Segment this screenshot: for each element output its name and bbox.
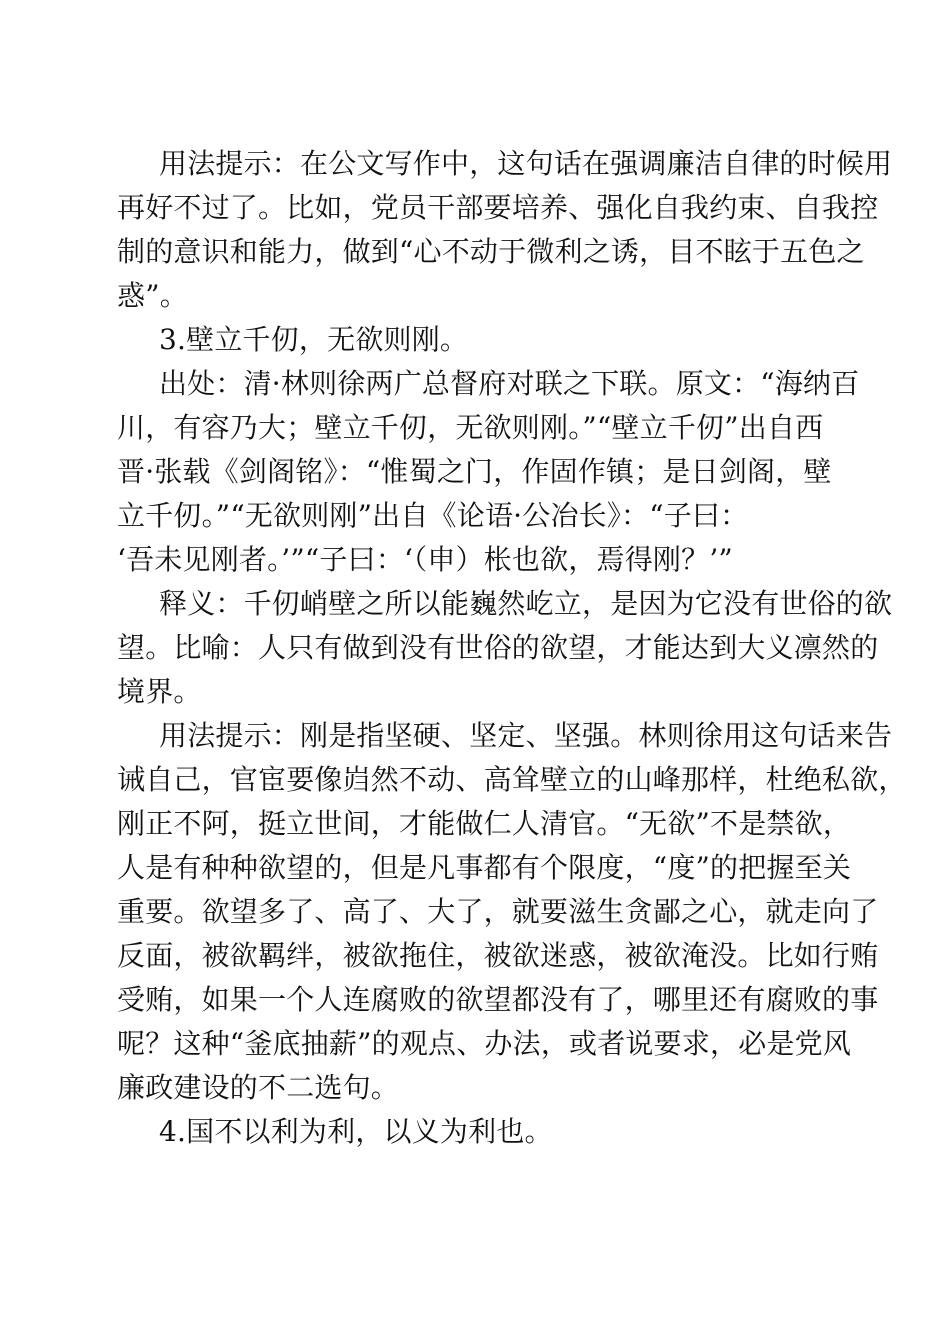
paragraph-usage-tip-1-line-1: 用法提示：在公文写作中，这句话在强调廉洁自律的时候用: [159, 147, 893, 180]
paragraph-usage-tip-1-line-4: 惑”。: [117, 279, 188, 312]
paragraph-usage-tip-2-line-7: 受贿，如果一个人连腐败的欲望都没有了，哪里还有腐败的事: [117, 983, 879, 1016]
paragraph-usage-tip-2-line-1: 用法提示：刚是指坚硬、坚定、坚强。林则徐用这句话来告: [159, 719, 893, 752]
paragraph-usage-tip-2-line-3: 刚正不阿，挺立世间，才能做仁人清官。“无欲”不是禁欲，: [117, 807, 852, 840]
paragraph-usage-tip-1-line-2: 再好不过了。比如，党员干部要培养、强化自我约束、自我控: [117, 191, 879, 224]
paragraph-usage-tip-2-line-9: 廉政建设的不二选句。: [117, 1071, 400, 1104]
paragraph-source-line-3: 晋·张载《剑阁铭》：“惟蜀之门，作固作镇；是日剑阁，壁: [117, 455, 832, 488]
paragraph-explanation-line-3: 境界。: [117, 675, 202, 708]
paragraph-usage-tip-2-line-2: 诫自己，官宦要像岿然不动、高耸壁立的山峰那样，杜绝私欲，: [117, 763, 907, 796]
paragraph-explanation-line-1: 释义：千仞峭壁之所以能巍然屹立，是因为它没有世俗的欲: [159, 587, 893, 620]
paragraph-usage-tip-1-line-3: 制的意识和能力，做到“心不动于微利之诱，目不眩于五色之: [117, 235, 865, 268]
paragraph-usage-tip-2-line-5: 重要。欲望多了、高了、大了，就要滋生贪鄙之心，就走向了: [117, 895, 879, 928]
paragraph-source-line-4: 立千仞。”“无欲则刚”出自《论语·公冶长》：“子曰：: [117, 499, 749, 532]
heading-item-4: 4.国不以利为利，以义为利也。: [159, 1115, 553, 1148]
paragraph-usage-tip-2-line-6: 反面，被欲羁绊，被欲拖住，被欲迷惑，被欲淹没。比如行贿: [117, 939, 879, 972]
paragraph-source-line-5: ‘吾未见刚者。’”“子曰：‘（申）枨也欲，焉得刚？’”: [117, 543, 733, 576]
paragraph-usage-tip-2-line-4: 人是有种种欲望的，但是凡事都有个限度，“度”的把握至关: [117, 851, 852, 884]
heading-item-3: 3.壁立千仞，无欲则刚。: [159, 323, 469, 356]
paragraph-source-line-1: 出处：清·林则徐两广总督府对联之下联。原文：“海纳百: [159, 367, 860, 400]
paragraph-usage-tip-2-line-8: 呢？这种“釜底抽薪”的观点、办法，或者说要求，必是党风: [117, 1027, 852, 1060]
paragraph-source-line-2: 川，有容乃大；壁立千仞，无欲则刚。”“壁立千仞”出自西: [117, 411, 824, 444]
paragraph-explanation-line-2: 望。比喻：人只有做到没有世俗的欲望，才能达到大义凛然的: [117, 631, 879, 664]
